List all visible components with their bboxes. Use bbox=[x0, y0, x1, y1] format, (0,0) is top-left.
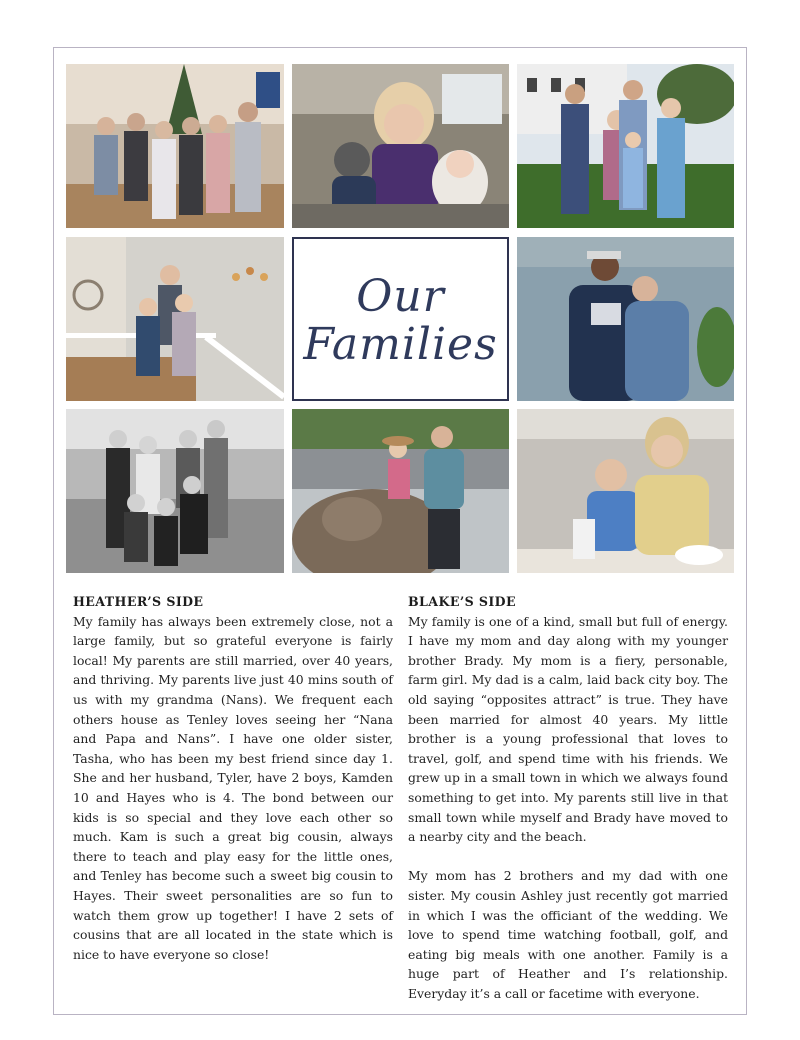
title-box bbox=[292, 237, 509, 401]
photo-mother-and-son-restaurant bbox=[517, 409, 734, 573]
photo-woman-with-two-babies bbox=[292, 64, 509, 228]
heathers-side-section bbox=[73, 592, 393, 964]
heathers-side-heading: HEATHER’S SIDE bbox=[73, 594, 204, 609]
photo-kids-on-staircase bbox=[66, 237, 284, 401]
blakes-side-heading: BLAKE’S SIDE bbox=[408, 594, 516, 609]
title-line-2: Families bbox=[303, 319, 498, 370]
blakes-side-section bbox=[408, 592, 728, 1003]
blakes-side-paragraph-1: My family is one of a kind, small but full of energy. I have my mom and day along with my younger brother Brady. My mom is a fiery, personable, farm girl. My dad is a calm, laid back city boy. The old saying “opposites attract” is true. They have been married for almost 40 years. My little brother is a young professional that loves to travel, golf, and spend time with his friends. We grew up in a small town in which we always found something to get into. My parents still live in that small town while myself and Brady have moved to a nearby city and the beach. bbox=[408, 613, 728, 845]
photo-child-with-grandma-on-rock bbox=[292, 409, 509, 573]
photo-group-christmas-tree bbox=[66, 64, 284, 228]
blakes-side-paragraph-2: My mom has 2 brothers and my dad with one sister. My cousin Ashley just recently got married in which I was the officiant of the wedding. We love to spend time watching football, golf, and eating big meals with one another. Family is a huge part of Heather and I’s relationship. Everyday it’s a call or facetime with everyone. bbox=[408, 868, 728, 1001]
title-line-1: Our bbox=[356, 271, 445, 322]
photo-black-white-family-group bbox=[66, 409, 284, 573]
photo-family-outdoors-dressed-up bbox=[517, 64, 734, 228]
photo-couple-by-lake bbox=[517, 237, 734, 401]
heathers-side-body: My family has always been extremely close, not a large family, but so grateful everyone is fairly local! My parents are still married, over 40 years, and thriving. My parents live just 40 mins south of us with my grandma (Nans). We frequent each others house as Tenley loves seeing her “Nana and Papa and Nans”. I have one older sister, Tasha, who has been my best friend since day 1. She and her husband, Tyler, have 2 boys, Kamden 10 and Hayes who is 4. The bond between our kids is so special and they love each other so much. Kam is such a great big cousin, always there to teach and play easy for the little ones, and Tenley has become such a sweet big cousin to Hayes. Their sweet personalities are so fun to watch them grow up together! I have 2 sets of cousins that are all located in the state which is nice to have everyone so close! bbox=[73, 613, 393, 962]
